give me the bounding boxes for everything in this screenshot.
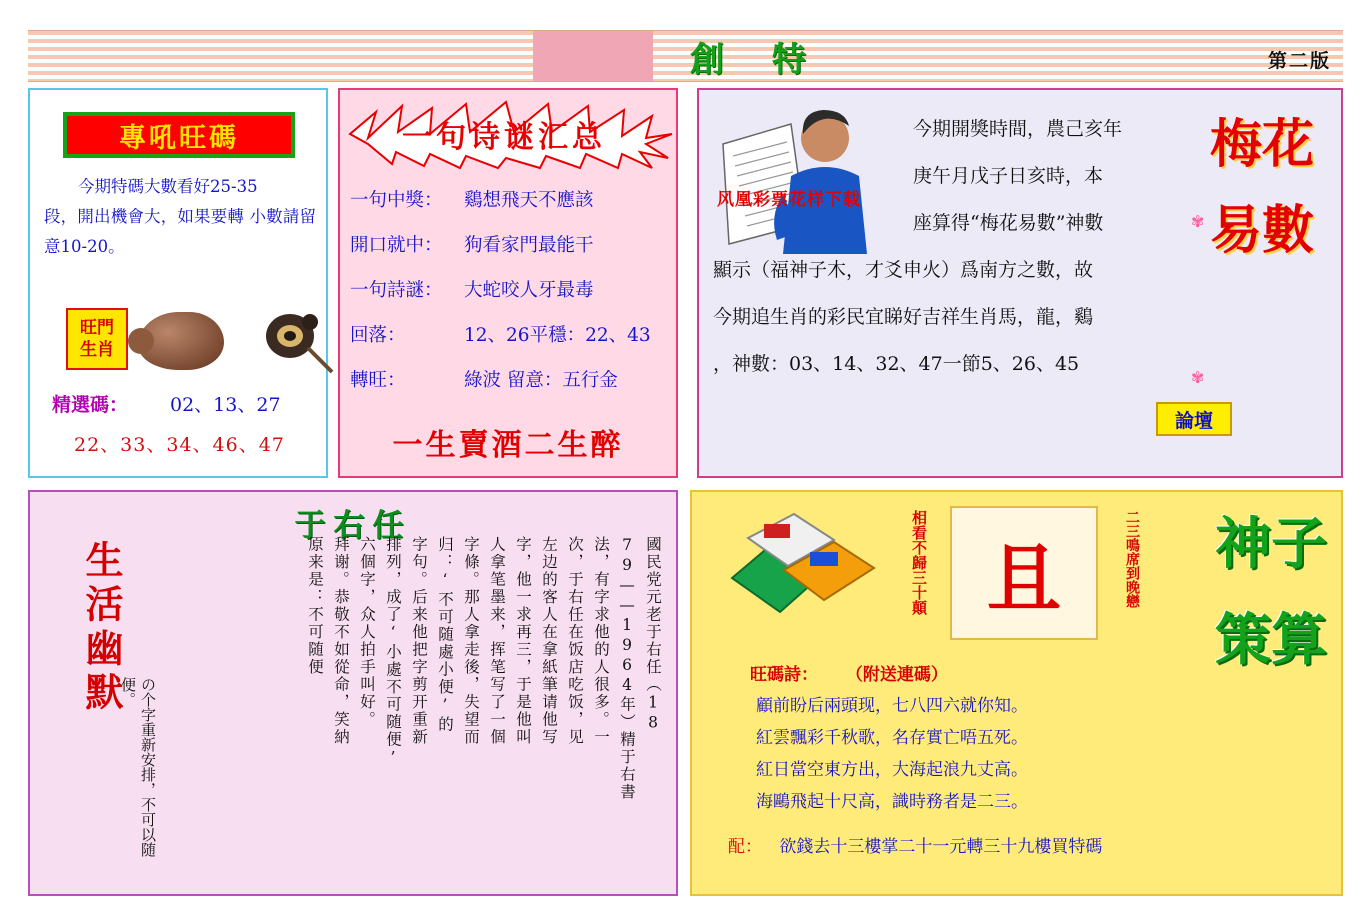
edition-label: 第二版	[1267, 50, 1331, 72]
panel2-row-key: 一句中獎：	[350, 190, 443, 211]
panel4-column: 归：‘不可随處小便’的	[436, 536, 454, 734]
panel4-column: 左边的客人在拿紙筆请他写	[540, 536, 558, 746]
panel5-poem-line: 紅雲飄彩千秋歌，名存實亡唔五死。	[756, 728, 1028, 748]
panel2-row-value: 鷄想飛天不應該	[464, 190, 594, 211]
panel2-footer: 一生賣酒二生醉	[392, 428, 624, 463]
panel5-title: 神子策算	[1215, 511, 1327, 673]
panel1-wangmen-line1: 旺門	[80, 318, 114, 338]
panel4-column: 次，于右任在饭店吃饭，见	[566, 536, 584, 746]
panel4-column: 字條。那人拿走後，失望而	[462, 536, 480, 746]
panel1-description	[44, 172, 316, 262]
panel1-pick-numbers-row1: 02、13、27	[170, 394, 281, 416]
panel-yiju-shimi	[338, 88, 678, 478]
panel4-column: 原来是：不可随便	[306, 536, 324, 676]
panel3-line1: 今期開獎時間，農己亥年	[913, 118, 1123, 140]
panel4-vertical-heading: 生活幽默	[79, 540, 124, 716]
panel3-line3: 座算得“梅花易數”神數	[913, 212, 1104, 234]
page-title: 創 特	[690, 40, 824, 80]
panel2-row	[350, 358, 670, 403]
panel5-match-value: 欲錢去十三樓掌二十一元轉三十九樓買特碼	[779, 837, 1103, 857]
flower-icon: ✾	[1191, 212, 1205, 231]
panel3-title: 梅花易數	[1209, 114, 1314, 261]
panel4-column: 人拿笔墨来，挥笔写了一個	[488, 536, 506, 746]
panel5-match	[728, 832, 1102, 857]
panel1-badge-label: 專吼旺碼	[119, 122, 239, 154]
panel4-text-columns	[158, 536, 666, 888]
snake-illustration	[260, 302, 334, 374]
panel5-poem-note: （附送連碼）	[845, 665, 948, 685]
panel5-vertical-text-right: 二三鳴席到晚戀	[1124, 510, 1140, 608]
panel4-title: 于右任	[294, 508, 412, 544]
panel5-poem-line: 顧前盼后兩頭现，七八四六就你知。	[756, 696, 1028, 716]
pig-illustration	[138, 312, 224, 370]
panel4-vertical-note: の个字重新安排，不可以随便。	[119, 677, 157, 857]
panel3-red-overlay: 风凰彩票花样下载	[717, 190, 861, 210]
panel-zhuanhou-wangma	[28, 88, 328, 478]
panel4-column: 字，他一求再三，于是他叫	[514, 536, 532, 746]
panel5-match-label: 配：	[728, 837, 762, 857]
panel4-column: 國民党元老于右任（18	[644, 536, 662, 734]
forum-button-label: 論壇	[1174, 409, 1213, 432]
panel5-poem	[744, 690, 1184, 818]
panel3-line6: ，神數：03、14、32、47一節5、26、45	[713, 353, 1080, 375]
panel2-row-key: 開口就中：	[350, 235, 443, 256]
panel4-column: 六個字，众人拍手叫好。	[358, 536, 376, 729]
panel3-body	[713, 106, 1193, 388]
panel3-line5: 今期追生肖的彩民宜睇好吉祥生肖馬，龍，鷄	[713, 306, 1094, 328]
panel2-row-value: 綠波 留意：五行金	[464, 370, 618, 391]
panel5-vertical-text-left: 相看不歸三十顛	[910, 510, 928, 615]
panel1-badge	[63, 112, 295, 158]
panel1-wangmen-box	[66, 308, 128, 370]
panel1-pick-numbers-row2: 22、33、34、46、47	[74, 434, 285, 456]
panel5-poem-line: 紅日當空東方出，大海起浪九丈高。	[756, 760, 1028, 780]
panel4-column: 79——1964年）精于右書	[618, 536, 636, 801]
forum-button[interactable]	[1156, 402, 1232, 436]
panel2-row-value: 大蛇咬人牙最毒	[464, 280, 594, 301]
panel2-row	[350, 178, 670, 223]
panel2-title: 一句诗谜汇总	[402, 120, 606, 155]
panel-meihua-yishu	[697, 88, 1343, 478]
panel2-row-key: 一句詩謎：	[350, 280, 443, 301]
panel1-wangmen-line2: 生肖	[80, 340, 114, 360]
panel2-row	[350, 223, 670, 268]
panel4-column: 排列，成了‘小處不可随便’	[384, 536, 402, 769]
panel5-poem-header	[750, 660, 948, 685]
panel5-poem-label: 旺碼詩：	[750, 665, 818, 685]
panel1-desc-line1: 今期特碼大數看好25-35	[78, 177, 258, 196]
panel3-line2: 庚午月戊子日亥時，本	[913, 165, 1104, 187]
books-illustration	[722, 508, 882, 636]
panel1-desc-line2: 段，開出機會大，如果要轉	[44, 207, 245, 226]
panel4-column: 字句。后来他把字剪开重新	[410, 536, 428, 746]
panel2-row	[350, 268, 670, 313]
panel5-poem-line: 海鷗飛起十尺高，識時務者是二三。	[756, 792, 1028, 812]
panel2-row-key: 轉旺：	[350, 370, 406, 391]
panel3-line4: 顯示（福神子木，才爻申火）爲南方之數，故	[713, 259, 1094, 281]
panel2-lines	[350, 178, 670, 403]
panel2-row-value: 12、26平穩：22、43	[464, 325, 651, 346]
panel-yu-youren	[28, 490, 678, 896]
panel4-column: 法，有字求他的人很多。一	[592, 536, 610, 746]
panel5-char-box	[950, 506, 1098, 640]
panel2-row-value: 狗看家門最能干	[464, 235, 594, 256]
panel4-column: 拜谢。恭敬不如從命，笑納	[332, 536, 350, 746]
panel-shenzi-cesuan	[690, 490, 1343, 896]
panel2-row-key: 回落：	[350, 325, 406, 346]
panel1-desc-line3: 小數請留意10-20。	[44, 207, 316, 256]
panel1-pick-label: 精選碼：	[52, 394, 129, 416]
panel5-char: 且	[987, 536, 1061, 622]
flower-icon: ✾	[1191, 368, 1205, 387]
page-header	[28, 30, 1343, 82]
header-color-swatch	[533, 31, 653, 81]
panel2-row	[350, 313, 670, 358]
